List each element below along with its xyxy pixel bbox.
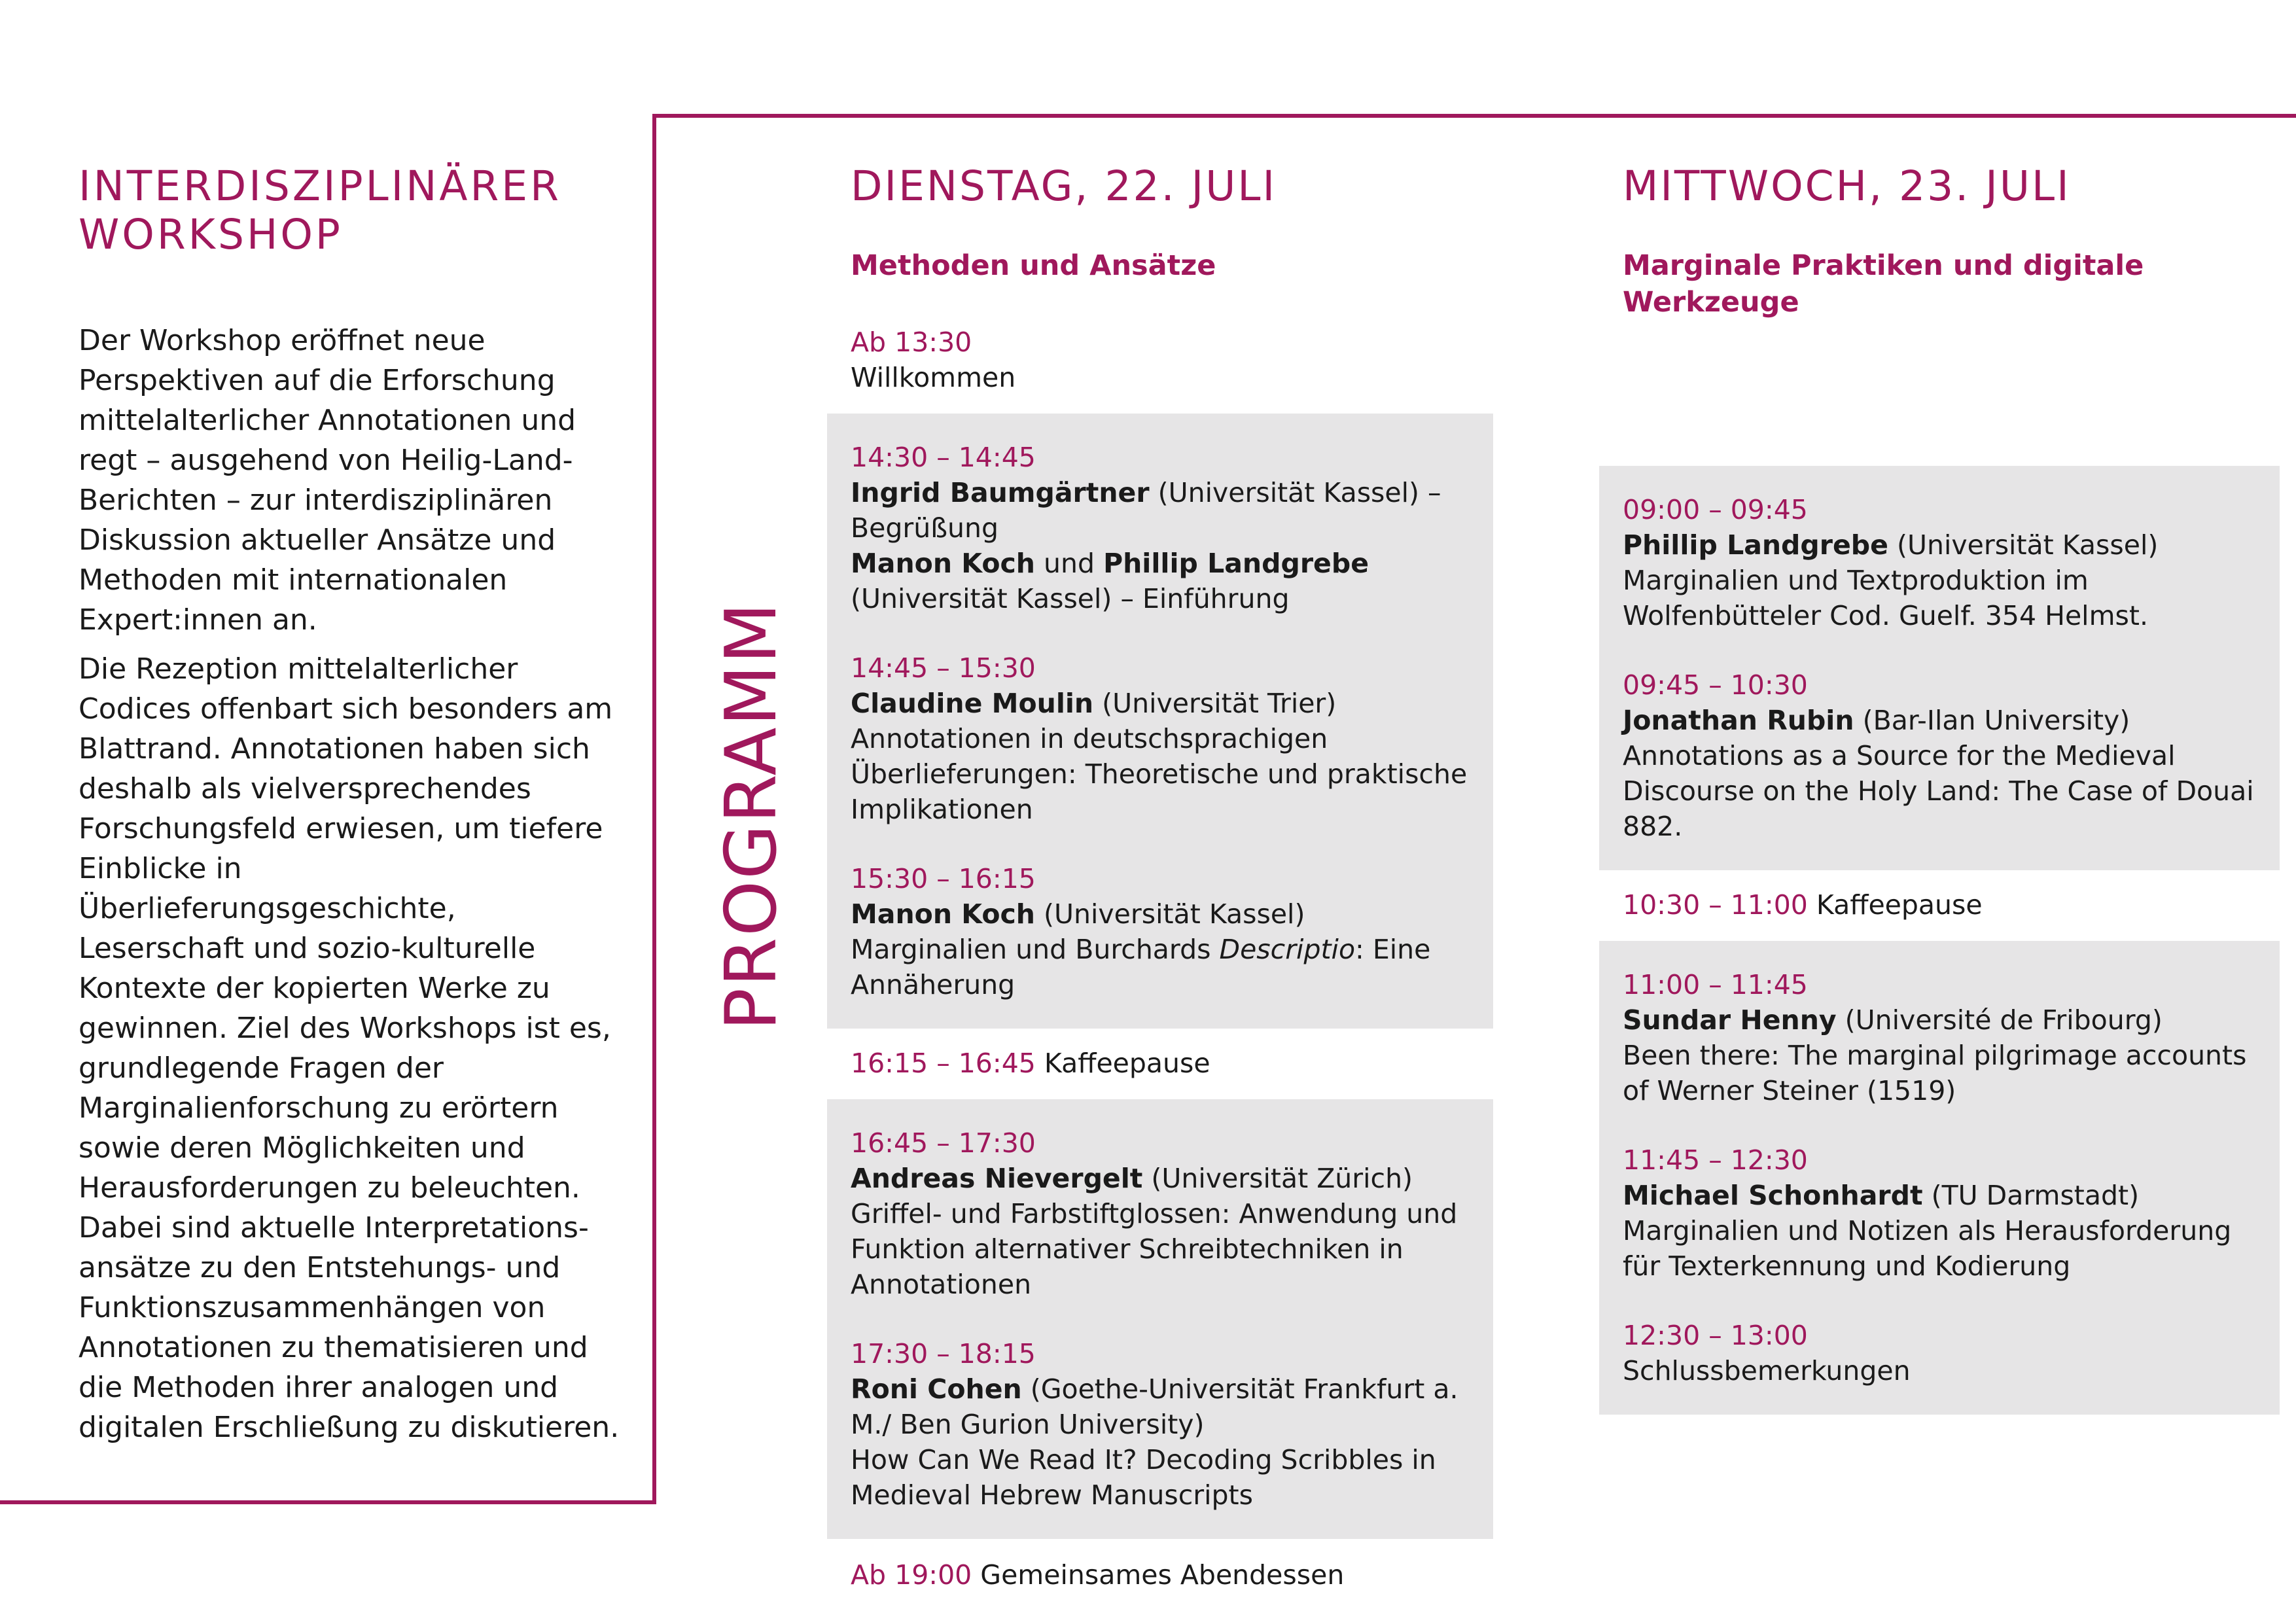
description-paragraph-1: Der Workshop eröffnet neue Perspektiven auf die Erforschung mittelalterlicher Annotationen und regt – ausgehend von Heilig-Land-Berichten – zur interdisziplinären Diskussion aktueller Ansätze und Methoden mit internationalen Expert:innen an. bbox=[79, 324, 576, 637]
session-entry bbox=[851, 440, 1470, 616]
talk-title: Schlussbemerkungen bbox=[1623, 1355, 1911, 1386]
speaker-name: Manon Koch bbox=[851, 898, 1035, 930]
day1-session-box-1 bbox=[827, 414, 1493, 1029]
speaker-name: Phillip Landgrebe bbox=[1103, 548, 1369, 579]
speaker-affiliation: (Universität Kassel) bbox=[1035, 898, 1305, 930]
time-label: 16:15 – 16:45 bbox=[851, 1048, 1036, 1079]
session-entry bbox=[851, 1336, 1470, 1513]
day1-column bbox=[827, 162, 1493, 1593]
time-label: 15:30 – 16:15 bbox=[851, 863, 1036, 894]
break-text: Kaffeepause bbox=[1807, 889, 1983, 921]
speaker-name: Sundar Henny bbox=[1623, 1004, 1837, 1036]
session-entry bbox=[1623, 1318, 2256, 1388]
speaker-affiliation: (TU Darmstadt) bbox=[1922, 1180, 2140, 1211]
speaker-affiliation: (Université de Fribourg) bbox=[1836, 1004, 2163, 1036]
session-entry bbox=[1623, 667, 2256, 844]
workshop-title: INTERDISZIPLINÄRER WORKSHOP bbox=[79, 162, 561, 258]
time-label: 09:45 – 10:30 bbox=[1623, 669, 1808, 701]
day2-coffee-break bbox=[1599, 887, 2280, 923]
time-label: 16:45 – 17:30 bbox=[851, 1127, 1036, 1159]
day1-title: DIENSTAG, 22. JULI bbox=[851, 162, 1277, 210]
session-entry bbox=[851, 1125, 1470, 1302]
description-paragraph-2: Die Rezeption mittelalterlicher Codices offenbart sich besonders am Blattrand. Annotationen haben sich deshalb als vielversprechendes Forschungsfeld erwiesen, um tiefere Einblicke in Überlieferungsgeschichte, Leserschaft und sozio-kulturelle Kontexte der kopierten Werke zu gewinnen. Ziel des Workshops ist es, grundlegende Fragen der Marginalienforschung zu erörtern sowie deren Möglichkeiten und Herausforderungen zu beleuchten. Dabei sind aktuelle Interpretations-ansätze zu den Entstehungs- und Funktionszusammenhängen von Annotationen zu thematisieren und die Methoden ihrer analogen und digitalen Erschließung zu diskutieren. bbox=[79, 652, 620, 1444]
day2-theme: Marginale Praktiken und digitale Werkzeuge bbox=[1623, 249, 2144, 319]
programm-label: PROGRAMM bbox=[711, 601, 792, 1031]
speaker-name: Phillip Landgrebe bbox=[1623, 529, 1888, 561]
speaker-name: Roni Cohen bbox=[851, 1373, 1022, 1405]
speaker-affiliation: (Universität Kassel) bbox=[1888, 529, 2159, 561]
talk-title-italic: Descriptio bbox=[1219, 934, 1356, 965]
time-label: 09:00 – 09:45 bbox=[1623, 494, 1808, 525]
time-label: Ab 13:30 bbox=[851, 327, 972, 358]
time-label: 10:30 – 11:00 bbox=[1623, 889, 1808, 921]
day2-title: MITTWOCH, 23. JULI bbox=[1623, 162, 2071, 210]
day2-session-box-1 bbox=[1599, 466, 2280, 870]
frame-vertical-rule bbox=[652, 114, 656, 1504]
time-label: 17:30 – 18:15 bbox=[851, 1338, 1036, 1369]
time-label: 14:45 – 15:30 bbox=[851, 652, 1036, 684]
time-label: 11:00 – 11:45 bbox=[1623, 969, 1808, 1000]
talk-title-part: Marginalien und Burchards bbox=[851, 934, 1220, 965]
talk-title: Annotations as a Source for the Medieval Discourse on the Holy Land: The Case of Douai 882. bbox=[1623, 740, 2254, 842]
talk-title-part: : Eine Annäherung bbox=[851, 934, 1431, 1000]
talk-title: Griffel- und Farbstiftglossen: Anwendung und Funktion alternativer Schreibtechniken in Annotationen bbox=[851, 1198, 1458, 1300]
speaker-name: Ingrid Baumgärtner bbox=[851, 477, 1150, 508]
speaker-affiliation: (Goethe-Universität Frankfurt a. M./ Ben Gurion University) bbox=[851, 1373, 1458, 1440]
speaker-name: Andreas Nievergelt bbox=[851, 1163, 1143, 1194]
talk-title: Annotationen in deutschsprachigen Überlieferungen: Theoretische und praktische Implikationen bbox=[851, 723, 1468, 825]
speaker-affiliation: (Universität Trier) bbox=[1093, 688, 1337, 719]
frame-top-rule bbox=[652, 114, 2296, 118]
time-label: 11:45 – 12:30 bbox=[1623, 1144, 1808, 1176]
dinner-text: Gemeinsames Abendessen bbox=[972, 1559, 1345, 1591]
time-label: Ab 19:00 bbox=[851, 1559, 972, 1591]
session-entry bbox=[1623, 492, 2256, 633]
day1-session-box-2 bbox=[827, 1099, 1493, 1539]
talk-title bbox=[851, 932, 1470, 1002]
session-entry bbox=[851, 861, 1470, 1002]
session-entry bbox=[851, 650, 1470, 827]
time-label: 12:30 – 13:00 bbox=[1623, 1320, 1808, 1351]
conjunction: und bbox=[1035, 548, 1104, 579]
session-entry bbox=[1623, 1142, 2256, 1284]
welcome-text: Willkommen bbox=[851, 362, 1016, 393]
session-speakers bbox=[851, 475, 1470, 616]
day1-welcome bbox=[827, 325, 1493, 395]
speaker-name: Claudine Moulin bbox=[851, 688, 1094, 719]
speaker-affiliation: (Universität Kassel) – Einführung bbox=[851, 583, 1290, 614]
workshop-description bbox=[79, 321, 622, 1456]
time-label: 14:30 – 14:45 bbox=[851, 442, 1036, 473]
talk-title: Marginalien und Notizen als Herausforderung für Texterkennung und Kodierung bbox=[1623, 1215, 2232, 1282]
day1-dinner bbox=[827, 1557, 1493, 1593]
talk-title: Marginalien und Textproduktion im Wolfenbütteler Cod. Guelf. 354 Helmst. bbox=[1623, 565, 2148, 631]
talk-title: How Can We Read It? Decoding Scribbles in Medieval Hebrew Manuscripts bbox=[851, 1444, 1436, 1511]
speaker-affiliation: (Bar-Ilan University) bbox=[1854, 705, 2130, 736]
speaker-name: Jonathan Rubin bbox=[1623, 705, 1854, 736]
frame-bottom-rule bbox=[0, 1500, 656, 1504]
break-text: Kaffeepause bbox=[1035, 1048, 1210, 1079]
speaker-name: Michael Schonhardt bbox=[1623, 1180, 1923, 1211]
speaker-name: Manon Koch bbox=[851, 548, 1035, 579]
day2-session-box-2 bbox=[1599, 941, 2280, 1415]
speaker-affiliation: (Universität Zürich) bbox=[1142, 1163, 1413, 1194]
day1-coffee-break bbox=[827, 1046, 1493, 1081]
day1-theme: Methoden und Ansätze bbox=[851, 249, 1216, 282]
speaker-affiliation: (Universität Kassel) – Begrüßung bbox=[851, 477, 1441, 544]
session-entry bbox=[1623, 967, 2256, 1108]
talk-title: Been there: The marginal pilgrimage accounts of Werner Steiner (1519) bbox=[1623, 1040, 2247, 1106]
day2-column bbox=[1599, 162, 2280, 1415]
